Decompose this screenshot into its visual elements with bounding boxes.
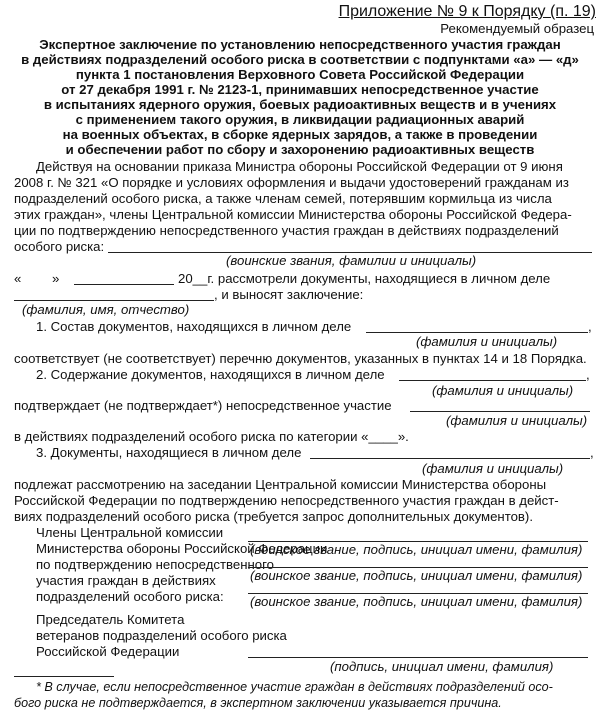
members-label: Министерства обороны Российской Федерации: [36, 541, 328, 556]
p3-line: виях подразделений особого риска (требуется запрос дополнительных документов).: [14, 509, 533, 524]
date-year-text: 20__г. рассмотрели документы, находящиеся в личном деле: [178, 271, 551, 286]
p2-caption2: (фамилия и инициалы): [446, 413, 588, 428]
p1-caption: (фамилия и инициалы): [416, 334, 558, 349]
title-line: от 27 декабря 1991 г. № 2123-1, принимавших непосредственное участие: [61, 82, 539, 97]
p2-name-field[interactable]: [399, 380, 586, 381]
members-label: Члены Центральной комиссии: [36, 525, 224, 540]
close-quote: »: [52, 271, 60, 286]
p3-comma: ,: [590, 445, 594, 460]
p2-comma: ,: [586, 367, 590, 382]
date-line-tail: , и выносят заключение:: [214, 287, 364, 302]
title-line: пункта 1 постановления Верховного Совета Российской Федерации: [75, 67, 525, 82]
member-signature-caption: (воинское звание, подпись, инициал имени, фамилия): [250, 542, 583, 557]
p2-participant-field[interactable]: [410, 411, 590, 412]
personal-file-name-field[interactable]: [14, 300, 214, 301]
title-line: на военных объектах, в сборке ядерных зарядов, а также в проведении: [62, 127, 538, 142]
members-label: по подтверждению непосредственного: [36, 557, 274, 572]
p3-line: Российской Федерации по подтверждению непосредственного участия граждан в дейст-: [14, 493, 559, 508]
month-field[interactable]: [74, 284, 174, 285]
member-signature-caption: (воинское звание, подпись, инициал имени, фамилия): [250, 568, 583, 583]
title-line: и обеспечении работ по сбору и захоронению радиоактивных веществ: [65, 142, 535, 157]
chairman-signature-field[interactable]: [248, 657, 588, 658]
intro-line: особого риска:: [14, 239, 105, 254]
members-label: участия граждан в действиях: [36, 573, 216, 588]
intro-line: 2008 г. № 321 «О порядке и условиях оформления и выдачи удостоверений гражданам из: [14, 175, 569, 190]
title-line: в действиях подразделений особого риска в соответствии с подпунктами «а» — «д»: [21, 52, 579, 67]
p3-text: 3. Документы, находящиеся в личном деле: [36, 445, 302, 460]
open-quote: «: [14, 271, 22, 286]
commission-members-caption: (воинские звания, фамилии и инициалы): [226, 253, 477, 268]
p2-category-text: в действиях подразделений особого риска по категории «____».: [14, 429, 409, 444]
p1-result: соответствует (не соответствует) перечню документов, указанных в пунктах 14 и 18 Порядка.: [14, 351, 587, 366]
chairman-label: Председатель Комитета: [36, 612, 185, 627]
chairman-label: Российской Федерации: [36, 644, 180, 659]
p2-text: 2. Содержание документов, находящихся в личном деле: [36, 367, 385, 382]
chairman-label: ветеранов подразделений особого риска: [36, 628, 287, 643]
intro-line: подразделений особого риска, а также членам семей, потерявшим кормильца из числа: [14, 191, 552, 206]
footnote-line: бого риска не подтверждается, в экспертном заключении указывается причина.: [14, 696, 502, 710]
intro-line: ции по подтверждению непосредственного участия граждан в действиях подразделений: [14, 223, 559, 238]
p3-line: подлежат рассмотрению на заседании Центральной комиссии Министерства обороны: [14, 477, 547, 492]
title-line: Экспертное заключение по установлению непосредственного участия граждан: [39, 37, 561, 52]
recommended-sample-label: Рекомендуемый образец: [440, 21, 594, 36]
chairman-signature-caption: (подпись, инициал имени, фамилия): [330, 659, 554, 674]
p3-name-field[interactable]: [310, 458, 590, 459]
title-line: в испытаниях ядерного оружия, боевых радиоактивных веществ и в учениях: [43, 97, 557, 112]
p1-comma: ,: [588, 319, 592, 334]
title-line: с применением такого оружия, в ликвидации радиационных аварий: [75, 112, 525, 127]
full-name-caption: (фамилия, имя, отчество): [22, 302, 190, 317]
p2-caption1: (фамилия и инициалы): [432, 383, 574, 398]
member-signature-caption: (воинское звание, подпись, инициал имени, фамилия): [250, 594, 583, 609]
p1-name-field[interactable]: [366, 332, 588, 333]
p3-caption: (фамилия и инициалы): [422, 461, 564, 476]
intro-line: Действуя на основании приказа Министра обороны Российской Федерации от 9 июня: [36, 159, 563, 174]
members-label: подразделений особого риска:: [36, 589, 224, 604]
p2-confirm-text: подтверждает (не подтверждает*) непосредственное участие: [14, 398, 392, 413]
appendix-title: Приложение № 9 к Порядку (п. 19): [338, 3, 596, 20]
intro-line: этих граждан», члены Центральной комиссии Министерства обороны Российской Федера-: [14, 207, 572, 222]
footnote-separator: [14, 676, 114, 677]
p1-text: 1. Состав документов, находящихся в личном деле: [36, 319, 352, 334]
footnote-line: * В случае, если непосредственное участие граждан в действиях подразделений осо-: [36, 680, 553, 694]
